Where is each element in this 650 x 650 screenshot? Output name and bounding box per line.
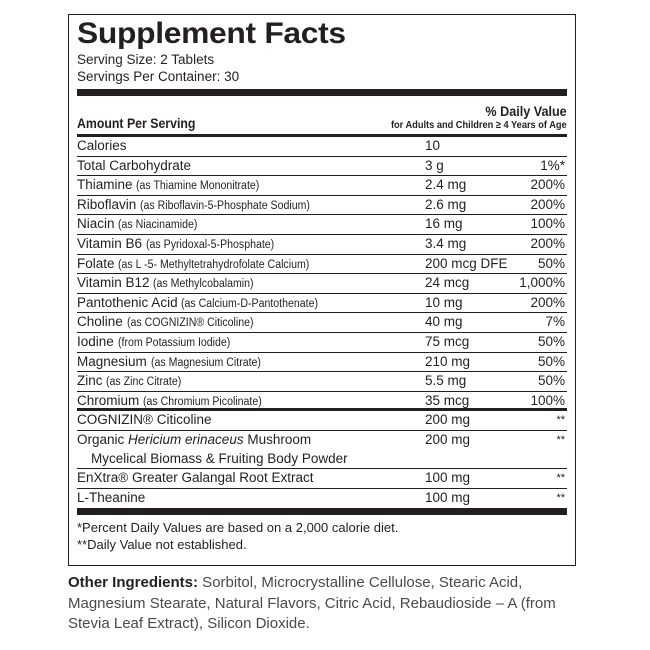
column-header bbox=[77, 96, 567, 134]
blend-name: L-Theanine bbox=[77, 489, 146, 505]
nutrient-list bbox=[77, 137, 567, 411]
thick-divider-bottom bbox=[77, 508, 567, 515]
nutrient-name: Zinc (as Zinc Citrate) bbox=[77, 373, 182, 389]
nutrient-amount: 75 mcg bbox=[425, 333, 470, 349]
nutrient-name: Choline (as COGNIZIN® Citicoline) bbox=[77, 314, 254, 330]
nutrient-name: Calories bbox=[77, 138, 127, 153]
servings-per-container: Servings Per Container: 30 bbox=[77, 69, 240, 84]
nutrient-amount: 16 mg bbox=[425, 216, 463, 232]
nutrient-dv: 1%* bbox=[540, 157, 565, 173]
blend-name-line2: Mycelical Biomass & Fruiting Body Powder bbox=[91, 450, 348, 466]
blend-row bbox=[77, 411, 567, 431]
blend-dv: ** bbox=[556, 472, 565, 485]
panel-title: Supplement Facts bbox=[77, 17, 346, 50]
other-ingredients-label: Other Ingredients: bbox=[68, 574, 199, 591]
nutrient-dv: 50% bbox=[537, 353, 565, 369]
nutrient-row bbox=[77, 176, 567, 196]
nutrient-row bbox=[77, 215, 567, 235]
blend-row bbox=[77, 469, 567, 489]
nutrient-row bbox=[77, 353, 567, 373]
other-ingredients-text: Sorbitol, Microcrystalline Cellulose, Stearic Acid, Magnesium Stearate, Natural Flavors, Citric Acid, Rebaudioside – A (from Stevia Leaf Extract), Silicon Dioxide. bbox=[68, 574, 556, 632]
nutrient-amount: 210 mg bbox=[425, 353, 471, 369]
nutrient-name: Total Carbohydrate bbox=[77, 157, 192, 173]
nutrient-dv: 200% bbox=[530, 196, 565, 212]
blend-dv: ** bbox=[556, 433, 565, 446]
supplement-facts-panel bbox=[68, 14, 576, 566]
nutrient-row bbox=[77, 313, 567, 333]
nutrient-row bbox=[77, 294, 567, 314]
nutrient-row bbox=[77, 255, 567, 275]
nutrient-amount: 10 bbox=[425, 138, 441, 153]
nutrient-dv: 50% bbox=[537, 333, 565, 349]
nutrient-name: Pantothenic Acid (as Calcium-D-Pantothenate) bbox=[77, 294, 319, 310]
nutrient-name: Folate (as L -5- Methyltetrahydrofolate Calcium) bbox=[77, 255, 310, 271]
nutrient-row bbox=[77, 392, 567, 412]
nutrient-name: Thiamine (as Thiamine Mononitrate) bbox=[77, 177, 260, 193]
nutrient-name: Magnesium (as Magnesium Citrate) bbox=[77, 353, 261, 369]
nutrient-name: Iodine (from Potassium Iodide) bbox=[77, 333, 230, 349]
nutrient-dv: 200% bbox=[530, 294, 565, 310]
nutrient-row bbox=[77, 196, 567, 216]
nutrient-amount: 2.4 mg bbox=[425, 177, 467, 193]
thick-divider bbox=[77, 89, 567, 96]
nutrient-amount: 3 g bbox=[425, 157, 444, 173]
nutrient-amount: 2.6 mg bbox=[425, 196, 467, 212]
nutrient-row bbox=[77, 235, 567, 255]
blend-amount: 100 mg bbox=[425, 489, 471, 505]
blend-name: Organic Hericium erinaceus Mushroom bbox=[77, 431, 312, 447]
footnote-percent-dv: *Percent Daily Values are based on a 2,000 calorie diet. bbox=[77, 520, 399, 536]
footnote-not-established: **Daily Value not established. bbox=[77, 536, 247, 552]
daily-value-subtitle: for Adults and Children ≥ 4 Years of Age bbox=[391, 119, 567, 131]
blend-row bbox=[77, 489, 567, 509]
nutrient-name: Niacin (as Niacinamide) bbox=[77, 216, 198, 232]
blend-amount: 200 mg bbox=[425, 431, 471, 447]
nutrient-dv: 1,000% bbox=[519, 275, 565, 291]
nutrient-dv: 50% bbox=[537, 373, 565, 389]
nutrient-name: Chromium (as Chromium Picolinate) bbox=[77, 392, 262, 408]
nutrient-amount: 24 mcg bbox=[425, 275, 470, 291]
nutrient-dv: 100% bbox=[530, 216, 565, 232]
nutrient-amount: 40 mg bbox=[425, 314, 463, 330]
nutrient-dv: 200% bbox=[530, 235, 565, 251]
nutrient-amount: 5.5 mg bbox=[425, 373, 467, 389]
blend-dv: ** bbox=[556, 491, 565, 504]
nutrient-amount: 200 mcg DFE bbox=[425, 255, 508, 271]
nutrient-name: Vitamin B12 (as Methylcobalamin) bbox=[77, 275, 254, 291]
amount-per-serving-label: Amount Per Serving bbox=[77, 115, 196, 131]
blend-amount: 100 mg bbox=[425, 470, 471, 486]
nutrient-amount: 3.4 mg bbox=[425, 235, 467, 251]
blend-list bbox=[77, 411, 567, 508]
nutrient-dv: 100% bbox=[530, 392, 565, 408]
nutrient-dv: 7% bbox=[545, 314, 565, 330]
nutrient-row bbox=[77, 157, 567, 177]
blend-name: EnXtra® Greater Galangal Root Extract bbox=[77, 470, 314, 486]
nutrient-amount: 35 mcg bbox=[425, 392, 470, 408]
other-ingredients bbox=[68, 573, 588, 635]
daily-value-title: % Daily Value bbox=[485, 103, 567, 119]
blend-dv: ** bbox=[556, 414, 565, 427]
nutrient-dv: 200% bbox=[530, 177, 565, 193]
serving-size: Serving Size: 2 Tablets bbox=[77, 52, 215, 67]
nutrient-row bbox=[77, 372, 567, 392]
nutrient-name: Vitamin B6 (as Pyridoxal-5-Phosphate) bbox=[77, 235, 275, 251]
footnotes bbox=[77, 520, 567, 553]
nutrient-row bbox=[77, 274, 567, 294]
blend-row bbox=[77, 431, 567, 469]
nutrient-row bbox=[77, 137, 567, 157]
nutrient-dv: 50% bbox=[537, 255, 565, 271]
nutrient-row bbox=[77, 333, 567, 353]
nutrient-name: Riboflavin (as Riboflavin-5-Phosphate Sodium) bbox=[77, 196, 311, 212]
daily-value-header bbox=[367, 103, 567, 131]
nutrient-amount: 10 mg bbox=[425, 294, 463, 310]
blend-name: COGNIZIN® Citicoline bbox=[77, 412, 212, 428]
blend-amount: 200 mg bbox=[425, 412, 471, 428]
